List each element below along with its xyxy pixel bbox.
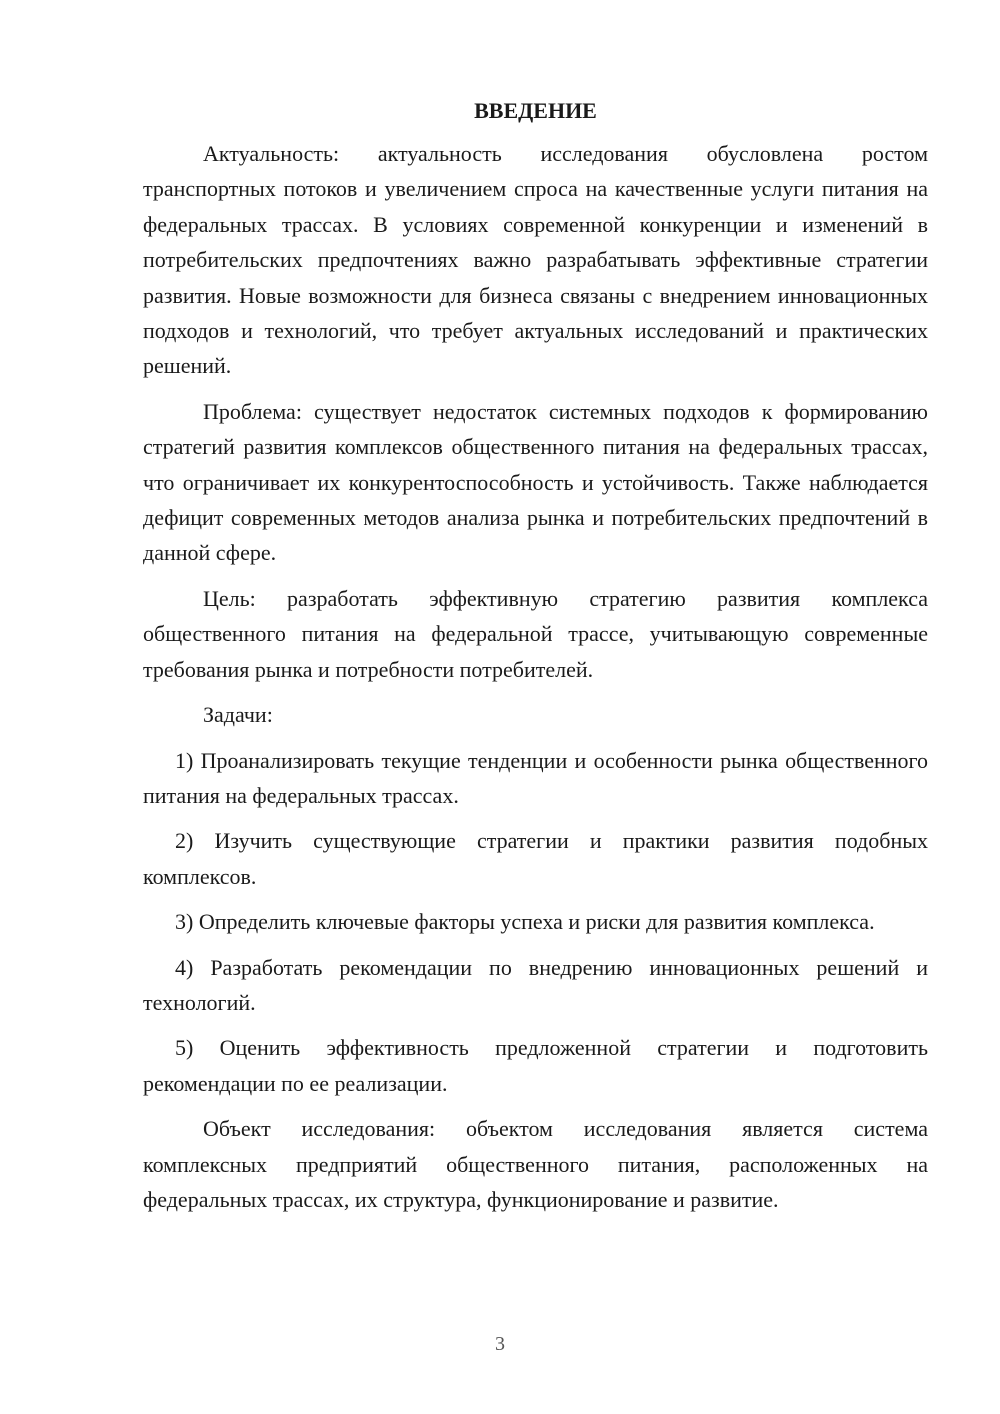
tasks-label: Задачи:: [203, 702, 273, 728]
goal-paragraph: Цель: разработать эффективную стратегию развития комплекса общественного питания на федеральной трассе, учитывающую современные требования рынка и потребности потребителей.: [143, 585, 928, 682]
page-number: 3: [495, 1333, 505, 1355]
page-content: [143, 96, 928, 1227]
relevance-paragraph: Актуальность: актуальность исследования обусловлена ростом транспортных потоков и увеличением спроса на качественные услуги питания на федеральных трассах. В условиях современной конкуренции и изменений в потребительских предпочтениях важно разрабатывать эффективные стратегии развития. Новые возможности для бизнеса связаны с внедрением инновационных подходов и технологий, что требует актуальных исследований и практических решений.: [143, 141, 928, 379]
problem-paragraph: Проблема: существует недостаток системных подходов к формированию стратегий развития комплексов общественного питания на федеральных трассах, что ограничивает их конкурентоспособность и устойчивость. Также наблюдается дефицит современных методов анализа рынка и потребительских предпочтений в данной сфере.: [143, 398, 928, 566]
task-item-5: 5) Оценить эффективность предложенной стратегии и подготовить рекомендации по ее реализации.: [143, 1035, 928, 1096]
task-item-4: 4) Разработать рекомендации по внедрению инновационных решений и технологий.: [143, 954, 928, 1015]
task-item-1: 1) Проанализировать текущие тенденции и особенности рынка общественного питания на федеральных трассах.: [143, 747, 928, 808]
object-paragraph: Объект исследования: объектом исследования является система комплексных предприятий общественного питания, расположенных на федеральных трассах, их структура, функционирование и развитие.: [143, 1116, 928, 1212]
task-item-3: 3) Определить ключевые факторы успеха и риски для развития комплекса.: [175, 909, 875, 935]
section-heading: ВВЕДЕНИЕ: [474, 98, 597, 123]
task-item-2: 2) Изучить существующие стратегии и практики развития подобных комплексов.: [143, 828, 928, 889]
